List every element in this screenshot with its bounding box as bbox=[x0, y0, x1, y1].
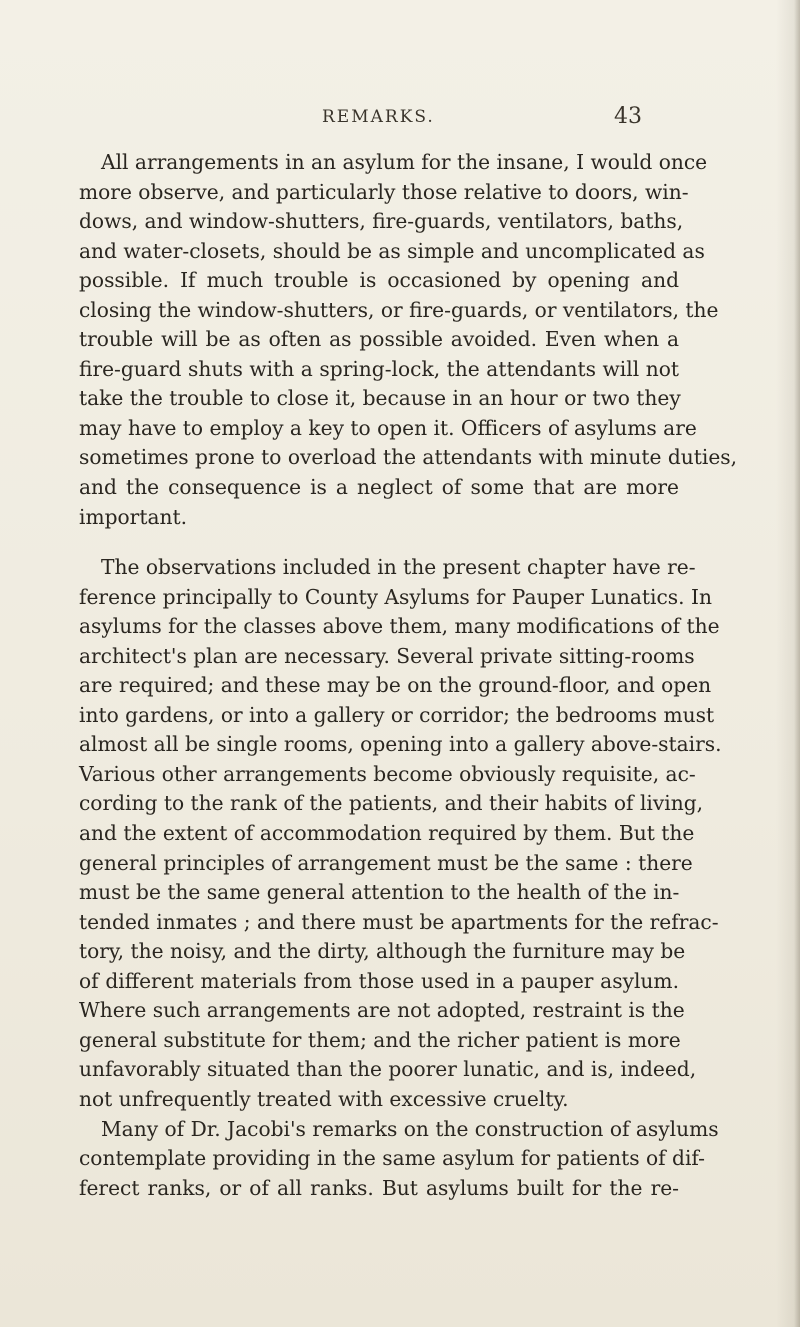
page-edge-shadow bbox=[794, 0, 800, 1327]
text-line: tory, the noisy, and the dirty, although the furniture may be bbox=[79, 939, 686, 964]
paragraph-1 bbox=[79, 148, 738, 532]
paragraph-2 bbox=[79, 553, 722, 1114]
text-line: asylums for the classes above them, many modifications of the bbox=[79, 614, 720, 639]
text-line: almost all be single rooms, opening into a gallery above-stairs. bbox=[79, 732, 722, 757]
paragraph-gap bbox=[79, 532, 679, 553]
text-line: are required; and these may be on the ground-floor, and open bbox=[79, 673, 712, 698]
running-head bbox=[0, 104, 800, 137]
text-line: general principles of arrangement must be the same : there bbox=[79, 850, 693, 875]
running-title: REMARKS. bbox=[322, 107, 435, 127]
text-line: may have to employ a key to open it. Officers of asylums are bbox=[79, 415, 697, 440]
text-line: not unfrequently treated with excessive cruelty. bbox=[79, 1086, 569, 1111]
body-text bbox=[79, 148, 738, 1203]
text-line: and water-closets, should be as simple and uncomplicated as bbox=[79, 238, 705, 263]
text-line: All arrangements in an asylum for the insane, I would once bbox=[101, 150, 708, 174]
text-line: fire-guard shuts with a spring-lock, the attendants will not bbox=[79, 356, 679, 381]
text-line: contemplate providing in the same asylum for patients of dif- bbox=[79, 1146, 705, 1171]
text-line: more observe, and particularly those relative to doors, win- bbox=[79, 179, 689, 204]
page-number: 43 bbox=[614, 104, 642, 129]
text-line: and the extent of accommodation required by them. But the bbox=[79, 821, 695, 846]
text-line: important. bbox=[79, 504, 188, 529]
text-line: trouble will be as often as possible avoided. Even when a bbox=[79, 327, 679, 352]
text-line: closing the window-shutters, or fire-guards, or ventilators, the bbox=[79, 297, 719, 322]
text-line: ferect ranks, or of all ranks. But asylums built for the re- bbox=[79, 1175, 679, 1200]
text-line: take the trouble to close it, because in an hour or two they bbox=[79, 386, 681, 411]
text-line: of different materials from those used in a pauper asylum. bbox=[79, 968, 679, 993]
text-line: into gardens, or into a gallery or corridor; the bedrooms must bbox=[79, 702, 715, 727]
text-line: tended inmates ; and there must be apartments for the refrac- bbox=[79, 909, 719, 934]
text-line: Various other arrangements become obviously requisite, ac- bbox=[79, 761, 696, 786]
text-line: unfavorably situated than the poorer lunatic, and is, indeed, bbox=[79, 1057, 697, 1082]
text-line: general substitute for them; and the richer patient is more bbox=[79, 1027, 681, 1052]
text-line: and the consequence is a neglect of some that are more bbox=[79, 475, 679, 500]
text-line: ference principally to County Asylums for Pauper Lunatics. In bbox=[79, 584, 712, 609]
text-line: cording to the rank of the patients, and their habits of living, bbox=[79, 791, 704, 816]
text-line: Many of Dr. Jacobi's remarks on the construction of asylums bbox=[101, 1116, 719, 1141]
text-line: The observations included in the present chapter have re- bbox=[101, 555, 696, 580]
text-line: architect's plan are necessary. Several private sitting-rooms bbox=[79, 643, 695, 668]
text-line: sometimes prone to overload the attendants with minute duties, bbox=[79, 445, 738, 470]
text-line: dows, and window-shutters, fire-guards, ventilators, baths, bbox=[79, 209, 684, 234]
text-line: Where such arrangements are not adopted, restraint is the bbox=[79, 998, 685, 1023]
text-line: must be the same general attention to the health of the in- bbox=[79, 880, 680, 905]
paragraph-3 bbox=[79, 1115, 719, 1204]
text-line: possible. If much trouble is occasioned by opening and bbox=[79, 268, 679, 293]
